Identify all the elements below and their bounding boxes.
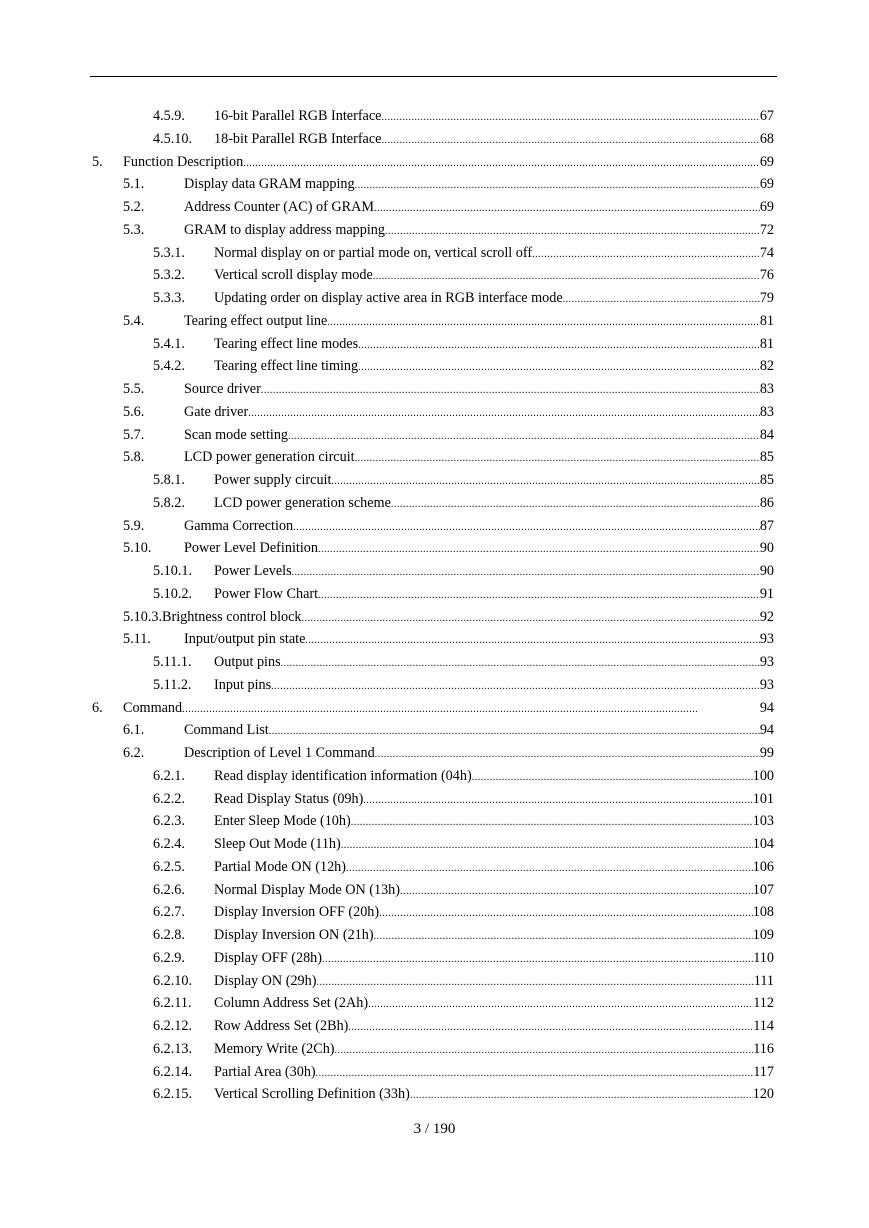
- toc-entry[interactable]: [0, 628, 869, 650]
- toc-entry-number: 5.9.: [123, 517, 145, 534]
- toc-entry-page: 94: [759, 722, 774, 739]
- toc-entry-title: LCD power generation scheme: [214, 494, 391, 511]
- toc-dot-leader: [292, 560, 760, 584]
- toc-entry-title: Normal Display Mode ON (13h): [214, 881, 400, 898]
- toc-entry-number: 4.5.10.: [153, 130, 193, 147]
- toc-entry-page: 83: [759, 381, 774, 397]
- toc-entry[interactable]: [0, 1038, 869, 1060]
- toc-entry-number: 5.8.: [123, 449, 145, 466]
- toc-entry-title: Display ON (29h): [214, 972, 317, 989]
- toc-entry-number: 5.3.2.: [153, 267, 185, 284]
- toc-entry[interactable]: [0, 151, 869, 173]
- page-number: 3 / 190: [413, 1121, 456, 1137]
- toc-dot-leader: [355, 446, 760, 470]
- toc-dot-leader: [243, 151, 760, 175]
- toc-dot-leader: [355, 173, 760, 197]
- toc-entry-title: Memory Write (2Ch): [214, 1040, 335, 1057]
- toc-entry-page: 110: [753, 949, 774, 966]
- toc-entry[interactable]: [0, 1083, 869, 1105]
- toc-entry-title: Column Address Set (2Ah): [214, 995, 369, 1012]
- toc-dot-leader: [318, 583, 760, 607]
- toc-dot-leader: [563, 287, 760, 311]
- toc-entry-page: 107: [752, 881, 774, 898]
- toc-entry-page: 90: [759, 540, 774, 557]
- toc-entry-number: 6.2.10.: [153, 972, 193, 989]
- toc-dot-leader: [302, 606, 760, 630]
- toc-dot-leader: [381, 105, 759, 129]
- toc-entry-page: 76: [759, 267, 774, 284]
- toc-entry-page: 93: [759, 654, 774, 670]
- toc-entry[interactable]: [0, 1061, 869, 1083]
- toc-entry-page: 93: [759, 631, 774, 648]
- toc-entry-page: 108: [752, 904, 774, 921]
- toc-entry[interactable]: [0, 378, 869, 400]
- toc-entry-page: 69: [759, 176, 774, 193]
- toc-entry[interactable]: [0, 105, 869, 127]
- toc-entry-page: 92: [759, 608, 774, 625]
- toc-entry-title: Read Display Status (09h): [214, 790, 364, 807]
- toc-entry-page: 103: [752, 813, 774, 830]
- toc-dot-leader: [532, 242, 760, 266]
- toc-entry[interactable]: [0, 219, 869, 241]
- toc-entry-title: Tearing effect output line: [184, 312, 328, 329]
- toc-entry[interactable]: [0, 128, 869, 150]
- toc-entry-number: 5.10.2.: [153, 585, 193, 602]
- toc-entry-title: 16-bit Parallel RGB Interface: [214, 108, 382, 124]
- toc-entry[interactable]: [0, 515, 869, 537]
- toc-entry[interactable]: [0, 196, 869, 218]
- toc-entry-title: Description of Level 1 Command: [184, 745, 375, 761]
- toc-entry-page: 69: [759, 199, 774, 215]
- toc-entry[interactable]: [0, 924, 869, 946]
- toc-entry[interactable]: [0, 947, 869, 969]
- toc-entry-page: 99: [759, 745, 774, 761]
- toc-entry-number: 5.4.1.: [153, 335, 185, 352]
- toc-entry-page: 100: [752, 767, 774, 784]
- toc-entry-number: 5.5.: [123, 381, 145, 397]
- toc-dot-leader: [327, 310, 759, 334]
- toc-entry-page: 94: [759, 699, 774, 716]
- toc-entry-page: 104: [752, 836, 774, 852]
- toc-entry-number: 6.2.6.: [153, 881, 185, 898]
- toc-entry-number: 5.8.1.: [153, 472, 185, 488]
- toc-entry[interactable]: [0, 742, 869, 764]
- toc-entry-page: 106: [752, 858, 774, 875]
- toc-entry-number: 5.6.: [123, 403, 145, 420]
- toc-entry[interactable]: [0, 765, 869, 787]
- toc-entry-title: Input pins: [214, 676, 272, 693]
- toc-entry-number: 5.3.1.: [153, 244, 185, 261]
- toc-entry-title: Gate driver: [184, 403, 249, 420]
- toc-dot-leader: [348, 1015, 753, 1039]
- toc-entry[interactable]: [0, 469, 869, 491]
- toc-entry-page: 91: [759, 585, 774, 602]
- toc-dot-leader: [322, 947, 753, 971]
- toc-entry[interactable]: [0, 355, 869, 377]
- toc-entry[interactable]: [0, 810, 869, 832]
- toc-dot-leader: [341, 833, 753, 857]
- toc-entry[interactable]: [0, 833, 869, 855]
- toc-entry-title: Vertical Scrolling Definition (33h): [214, 1086, 410, 1103]
- toc-entry-title: Normal display on or partial mode on, vertical scroll off: [214, 244, 533, 261]
- toc-entry-page: 114: [753, 1018, 774, 1034]
- toc-entry-title: Address Counter (AC) of GRAM: [184, 199, 374, 215]
- toc-entry[interactable]: [0, 856, 869, 878]
- toc-dot-leader: [316, 970, 753, 994]
- toc-entry-page: 87: [759, 517, 774, 534]
- toc-entry-number: 5.: [92, 153, 103, 170]
- toc-entry-title: Input/output pin state: [184, 631, 306, 648]
- toc-entry-page: 68: [759, 130, 774, 147]
- toc-dot-leader: [335, 1038, 754, 1062]
- toc-entry[interactable]: [0, 492, 869, 514]
- toc-dot-leader: [351, 810, 753, 834]
- toc-entry-number: 6.2.4.: [153, 836, 185, 852]
- toc-entry-number: 5.1.: [123, 176, 145, 193]
- toc-entry-title: Display OFF (28h): [214, 949, 322, 966]
- toc-dot-leader: [248, 401, 760, 425]
- toc-entry[interactable]: [0, 719, 869, 741]
- toc-dot-leader: [293, 515, 760, 539]
- toc-entry-number: 5.3.3.: [153, 290, 185, 306]
- toc-entry[interactable]: [0, 879, 869, 901]
- toc-entry-number: 5.2.: [123, 199, 145, 215]
- toc-entry-number: 4.5.9.: [153, 108, 185, 124]
- toc-dot-leader: [346, 856, 753, 880]
- toc-entry-title: Display data GRAM mapping: [184, 176, 355, 193]
- toc-entry-number: 6.2.1.: [153, 767, 185, 784]
- toc-entry-page: 111: [753, 972, 774, 989]
- toc-entry-page: 83: [759, 403, 774, 420]
- toc-entry-number: 6.2.5.: [153, 858, 185, 875]
- toc-entry-page: 109: [752, 927, 774, 943]
- toc-entry[interactable]: [0, 970, 869, 992]
- toc-entry-page: 101: [752, 790, 774, 807]
- toc-dot-leader: [182, 697, 760, 721]
- toc-entry[interactable]: [0, 583, 869, 605]
- toc-entry-number: 5.4.: [123, 312, 145, 329]
- toc-dot-leader: [379, 901, 753, 925]
- toc-entry-page: 117: [753, 1063, 774, 1080]
- toc-entry-title: Updating order on display active area in RGB interface mode: [214, 290, 563, 306]
- toc-entry-title: Gamma Correction: [184, 517, 294, 534]
- toc-entry-number: 6.2.12.: [153, 1018, 193, 1034]
- toc-entry-number: 6.2.7.: [153, 904, 185, 921]
- toc-dot-leader: [472, 765, 753, 789]
- toc-dot-leader: [331, 469, 759, 493]
- toc-entry-page: 81: [759, 335, 774, 352]
- toc-dot-leader: [410, 1083, 753, 1107]
- toc-entry-title: Vertical scroll display mode: [214, 267, 373, 284]
- toc-entry[interactable]: [0, 401, 869, 423]
- toc-entry-page: 69: [759, 153, 774, 170]
- toc-entry[interactable]: [0, 901, 869, 923]
- toc-entry-title: Power Flow Chart: [214, 585, 319, 602]
- toc-dot-leader: [288, 424, 760, 448]
- toc-entry-page: 120: [752, 1086, 774, 1103]
- toc-entry[interactable]: [0, 310, 869, 332]
- toc-entry-number: 5.10.: [123, 540, 152, 557]
- toc-entry-number: 5.10.1.: [153, 563, 193, 579]
- toc-entry-page: 85: [759, 449, 774, 466]
- toc-entry-page: 79: [759, 290, 774, 306]
- toc-entry-page: 93: [759, 676, 774, 693]
- toc-entry-number: 6.2.8.: [153, 927, 185, 943]
- toc-entry-page: 67: [759, 108, 774, 124]
- toc-entry[interactable]: [0, 674, 869, 696]
- toc-entry[interactable]: [0, 287, 869, 309]
- toc-entry-number: 6.1.: [123, 722, 145, 739]
- toc-dot-leader: [305, 628, 759, 652]
- toc-entry-page: 72: [759, 221, 774, 238]
- toc-entry-number: 6.2.13.: [153, 1040, 193, 1057]
- toc-dot-leader: [373, 264, 760, 288]
- toc-entry-title: GRAM to display address mapping: [184, 221, 385, 238]
- toc-entry-title: Command List: [184, 722, 269, 739]
- toc-entry-number: 6.: [92, 699, 103, 716]
- toc-entry-title: Power Levels: [214, 563, 292, 579]
- toc-entry-title: Command: [123, 699, 183, 716]
- toc-entry-title: Tearing effect line modes: [214, 335, 359, 352]
- toc-entry-title: Partial Area (30h): [214, 1063, 316, 1080]
- toc-entry-number: 6.2.: [123, 745, 145, 761]
- toc-entry-number: 5.11.2.: [153, 676, 192, 693]
- toc-entry-page: 86: [759, 494, 774, 511]
- toc-dot-leader: [316, 1061, 754, 1085]
- toc-entry-page: 81: [759, 312, 774, 329]
- toc-entry[interactable]: [0, 560, 869, 582]
- toc-entry[interactable]: [0, 1015, 869, 1037]
- toc-entry-title: LCD power generation circuit: [184, 449, 355, 466]
- toc-entry-page: 90: [759, 563, 774, 579]
- toc-entry-title: Power supply circuit: [214, 472, 332, 488]
- toc-dot-leader: [358, 355, 760, 379]
- toc-entry-title: Scan mode setting: [184, 426, 289, 443]
- toc-entry-title: 5.10.3.Brightness control block: [123, 608, 302, 625]
- toc-dot-leader: [391, 492, 760, 516]
- toc-entry-number: 6.2.15.: [153, 1086, 193, 1103]
- toc-entry-page: 112: [753, 995, 774, 1012]
- toc-entry-page: 116: [753, 1040, 774, 1057]
- toc-entry-number: 5.7.: [123, 426, 145, 443]
- toc-entry-number: 5.8.2.: [153, 494, 185, 511]
- toc-entry-title: Row Address Set (2Bh): [214, 1018, 349, 1034]
- toc-entry-page: 85: [759, 472, 774, 488]
- toc-entry-page: 84: [759, 426, 774, 443]
- toc-dot-leader: [374, 196, 760, 220]
- toc-dot-leader: [400, 879, 753, 903]
- toc-entry-title: Function Description: [123, 153, 244, 170]
- toc-entry-title: Enter Sleep Mode (10h): [214, 813, 351, 830]
- toc-entry[interactable]: [0, 606, 869, 628]
- toc-entry[interactable]: [0, 424, 869, 446]
- toc-entry[interactable]: [0, 651, 869, 673]
- toc-entry[interactable]: [0, 537, 869, 559]
- toc-entry-number: 5.4.2.: [153, 358, 185, 375]
- toc-entry-page: 82: [759, 358, 774, 375]
- header-rule: [90, 76, 777, 77]
- toc-entry[interactable]: [0, 333, 869, 355]
- toc-entry-title: Read display identification information (04h): [214, 767, 472, 784]
- toc-dot-leader: [374, 924, 753, 948]
- toc-entry-title: Source driver: [184, 381, 261, 397]
- toc-entry-page: 74: [759, 244, 774, 261]
- toc-dot-leader: [381, 128, 759, 152]
- toc-dot-leader: [318, 537, 760, 561]
- toc-entry-number: 6.2.3.: [153, 813, 185, 830]
- toc-entry-number: 6.2.9.: [153, 949, 185, 966]
- toc-entry-title: Output pins: [214, 654, 281, 670]
- toc-entry[interactable]: [0, 264, 869, 286]
- toc-entry[interactable]: [0, 992, 869, 1014]
- toc-entry-title: Display Inversion ON (21h): [214, 927, 374, 943]
- toc-dot-leader: [269, 719, 760, 743]
- toc-entry[interactable]: [0, 242, 869, 264]
- toc-entry-number: 6.2.2.: [153, 790, 185, 807]
- toc-entry-number: 5.11.1.: [153, 654, 192, 670]
- toc-dot-leader: [363, 788, 752, 812]
- toc-entry[interactable]: [0, 173, 869, 195]
- toc-dot-leader: [271, 674, 760, 698]
- toc-dot-leader: [358, 333, 760, 357]
- toc-dot-leader: [281, 651, 760, 675]
- toc-dot-leader: [368, 992, 753, 1016]
- toc-entry-title: Partial Mode ON (12h): [214, 858, 346, 875]
- toc-dot-leader: [385, 219, 760, 243]
- toc-dot-leader: [261, 378, 760, 402]
- toc-entry-title: Display Inversion OFF (20h): [214, 904, 380, 921]
- toc-entry-title: Tearing effect line timing: [214, 358, 359, 375]
- toc-entry-number: 5.3.: [123, 221, 145, 238]
- toc-entry-number: 6.2.11.: [153, 995, 192, 1012]
- toc-entry-number: 6.2.14.: [153, 1063, 193, 1080]
- toc-entry-title: 18-bit Parallel RGB Interface: [214, 130, 382, 147]
- toc-entry-number: 5.11.: [123, 631, 151, 648]
- toc-entry[interactable]: [0, 446, 869, 468]
- toc-entry-title: Power Level Definition: [184, 540, 318, 557]
- toc-dot-leader: [375, 742, 760, 766]
- toc-entry[interactable]: [0, 788, 869, 810]
- toc-entry[interactable]: [0, 697, 869, 719]
- toc-entry-title: Sleep Out Mode (11h): [214, 836, 341, 852]
